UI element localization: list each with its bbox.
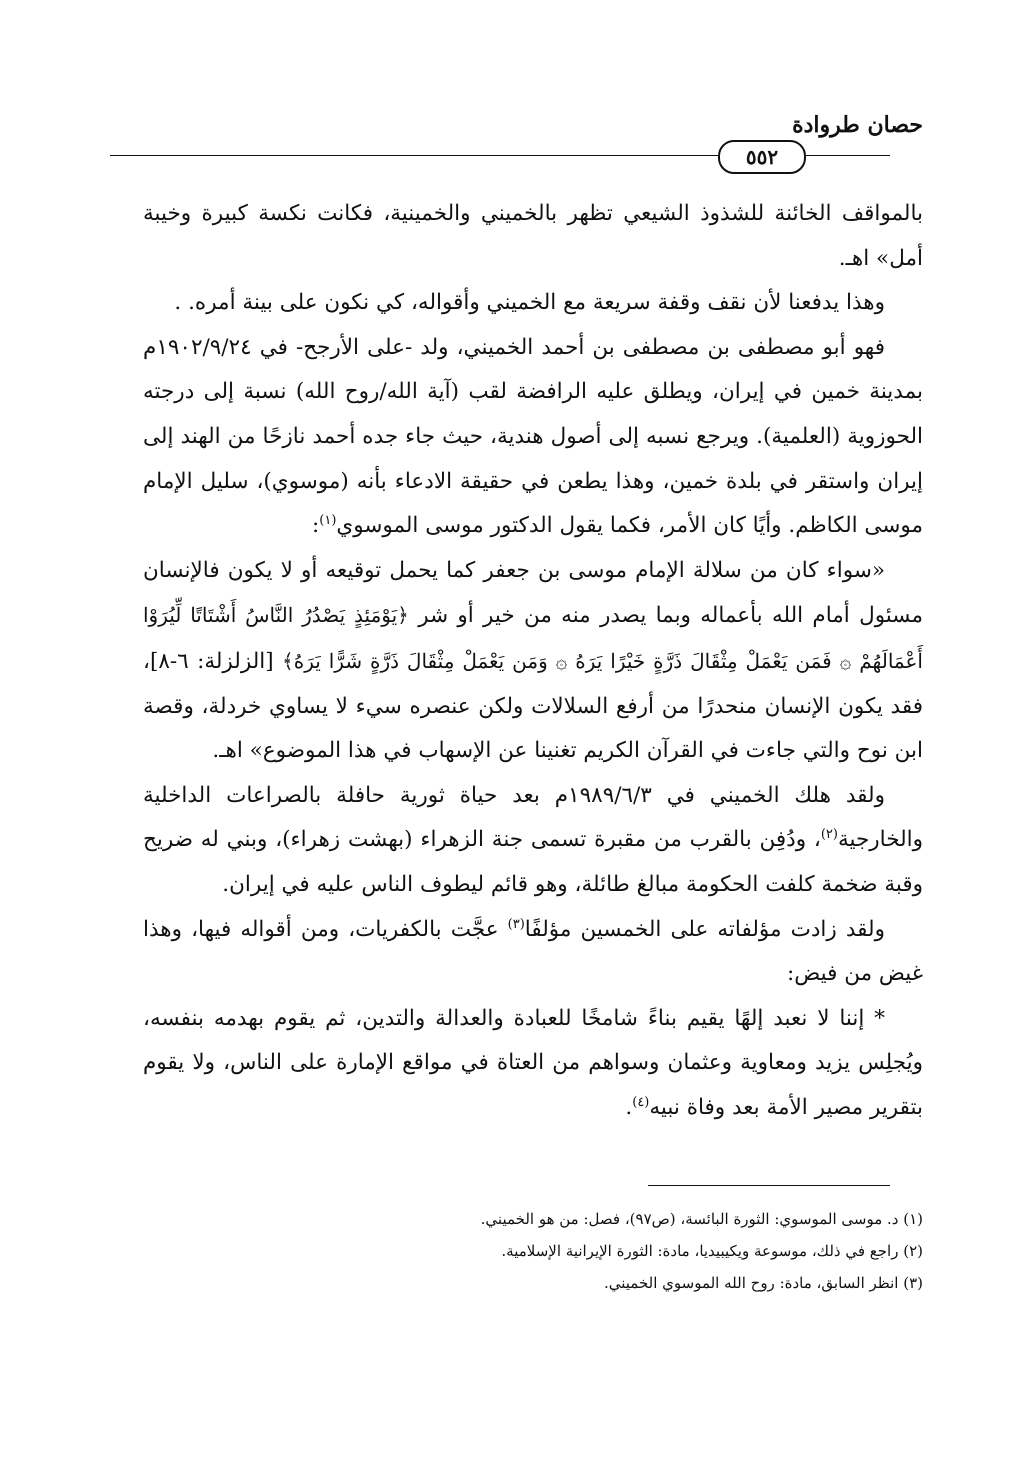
main-text — [143, 192, 923, 1130]
footnote-divider — [648, 1185, 890, 1186]
paragraph-3-end: : — [312, 513, 320, 539]
paragraph-5-b: ، ودُفِن بالقرب من مقبرة تسمى جنة الزهراء (بهشت زهراء)، وبني له ضريح وقبة ضخمة كلفت الحكومة مبالغ طائلة، وهو قائم ليطوف الناس عليه في إيران. — [143, 827, 923, 897]
quote-end: [الزلزلة: ٦-٨]، فقد يكون الإنسان منحدرًا من أرفع السلالات ولكن عنصره سيء لا يساوي خردلة، وقصة ابن نوح والتي جاءت في القرآن الكريم تغنينا عن الإسهاب في هذا الموضوع» اهـ. — [143, 648, 923, 764]
footnote-1: (١) د. موسى الموسوي: الثورة البائسة، (ص٩٧)، فصل: من هو الخميني. — [480, 1210, 923, 1228]
paragraph-6 — [143, 908, 923, 997]
footnote-2: (٢) راجع في ذلك، موسوعة ويكيبيديا، مادة: الثورة الإيرانية الإسلامية. — [501, 1242, 923, 1260]
running-header-title: حصان طروادة — [792, 112, 923, 138]
paragraph-7-a: * إننا لا نعبد إلهًا يقيم بناءً شامخًا للعبادة والعدالة والتدين، ثم يقوم بهدمه بنفسه، ويُجلِس يزيد ومعاوية وعثمان وسواهم من العتاة في مواقع الإمارة على الناس، ولا يقوم بتقرير مصير الأمة بعد وفاة نبيه — [143, 1005, 923, 1120]
footnote-ref-3[interactable]: (٣) — [507, 916, 525, 932]
footnote-ref-2[interactable]: (٢) — [820, 827, 838, 843]
paragraph-6-b: عجَّت بالكفريات، ومن أقواله فيها، وهذا غيض من فيض: — [143, 916, 923, 987]
paragraph-3 — [143, 326, 923, 549]
footnote-ref-1[interactable]: (١) — [319, 513, 337, 528]
paragraph-3-text: فهو أبو مصطفى بن مصطفى بن أحمد الخميني، ولد -على الأرجح- في ١٩٠٢/٩/٢٤م بمدينة خمين في إيران، ويطلق عليه الرافضة لقب (آية الله/روح الله) نسبة إلى درجته الحوزوية (العلمية). ويرجع نسبه إلى أصول هندية، حيث جاء جده أحمد نازحًا من الهند إلى إيران واستقر في بلدة خمين، وهذا يطعن في حقيقة الادعاء بأنه (موسوي)، سليل الإمام موسى الكاظم. وأيًا كان الأمر، فكما يقول الدكتور موسى الموسوي — [143, 334, 923, 539]
paragraph-4-quote — [143, 549, 923, 774]
quote-text: «سواء كان من سلالة الإمام موسى بن جعفر كما يحمل توقيعه أو لا يكون فالإنسان مسئول أمام الله بأعماله وبما يصدر منه من خير أو شر — [143, 557, 923, 629]
paragraph-7 — [143, 997, 923, 1131]
paragraph-5 — [143, 774, 923, 908]
quran-verse: ﴿يَوْمَئِذٍ يَصْدُرُ النَّاسُ أَشْتَاتًا لِّيُرَوْا أَعْمَالَهُمْ ۞ فَمَن يَعْمَلْ مِثْقَالَ ذَرَّةٍ خَيْرًا يَرَهُ ۞ وَمَن يَعْمَلْ مِثْقَالَ ذَرَّةٍ شَرًّا يَرَهُ﴾ — [143, 603, 923, 673]
page-number-badge: ٥٥٢ — [718, 140, 806, 174]
footnote-ref-4[interactable]: (٤) — [632, 1094, 650, 1110]
paragraph-5-a: ولقد هلك الخميني في ١٩٨٩/٦/٣م بعد حياة ثورية حافلة بالصراعات الداخلية والخارجية — [143, 782, 923, 853]
paragraph-6-a: ولقد زادت مؤلفاته على الخمسين مؤلفًا — [524, 916, 885, 942]
footnote-3: (٣) انظر السابق، مادة: روح الله الموسوي الخميني. — [603, 1274, 923, 1292]
footnotes — [143, 1203, 923, 1299]
paragraph-7-end: . — [625, 1094, 633, 1120]
paragraph-1: بالمواقف الخائنة للشذوذ الشيعي تظهر بالخميني والخمينية، فكانت نكسة كبيرة وخيبة أمل» اهـ. — [143, 201, 923, 271]
paragraph-2: وهذا يدفعنا لأن نقف وقفة سريعة مع الخميني وأقواله، كي نكون على بينة أمره. . — [174, 290, 885, 316]
